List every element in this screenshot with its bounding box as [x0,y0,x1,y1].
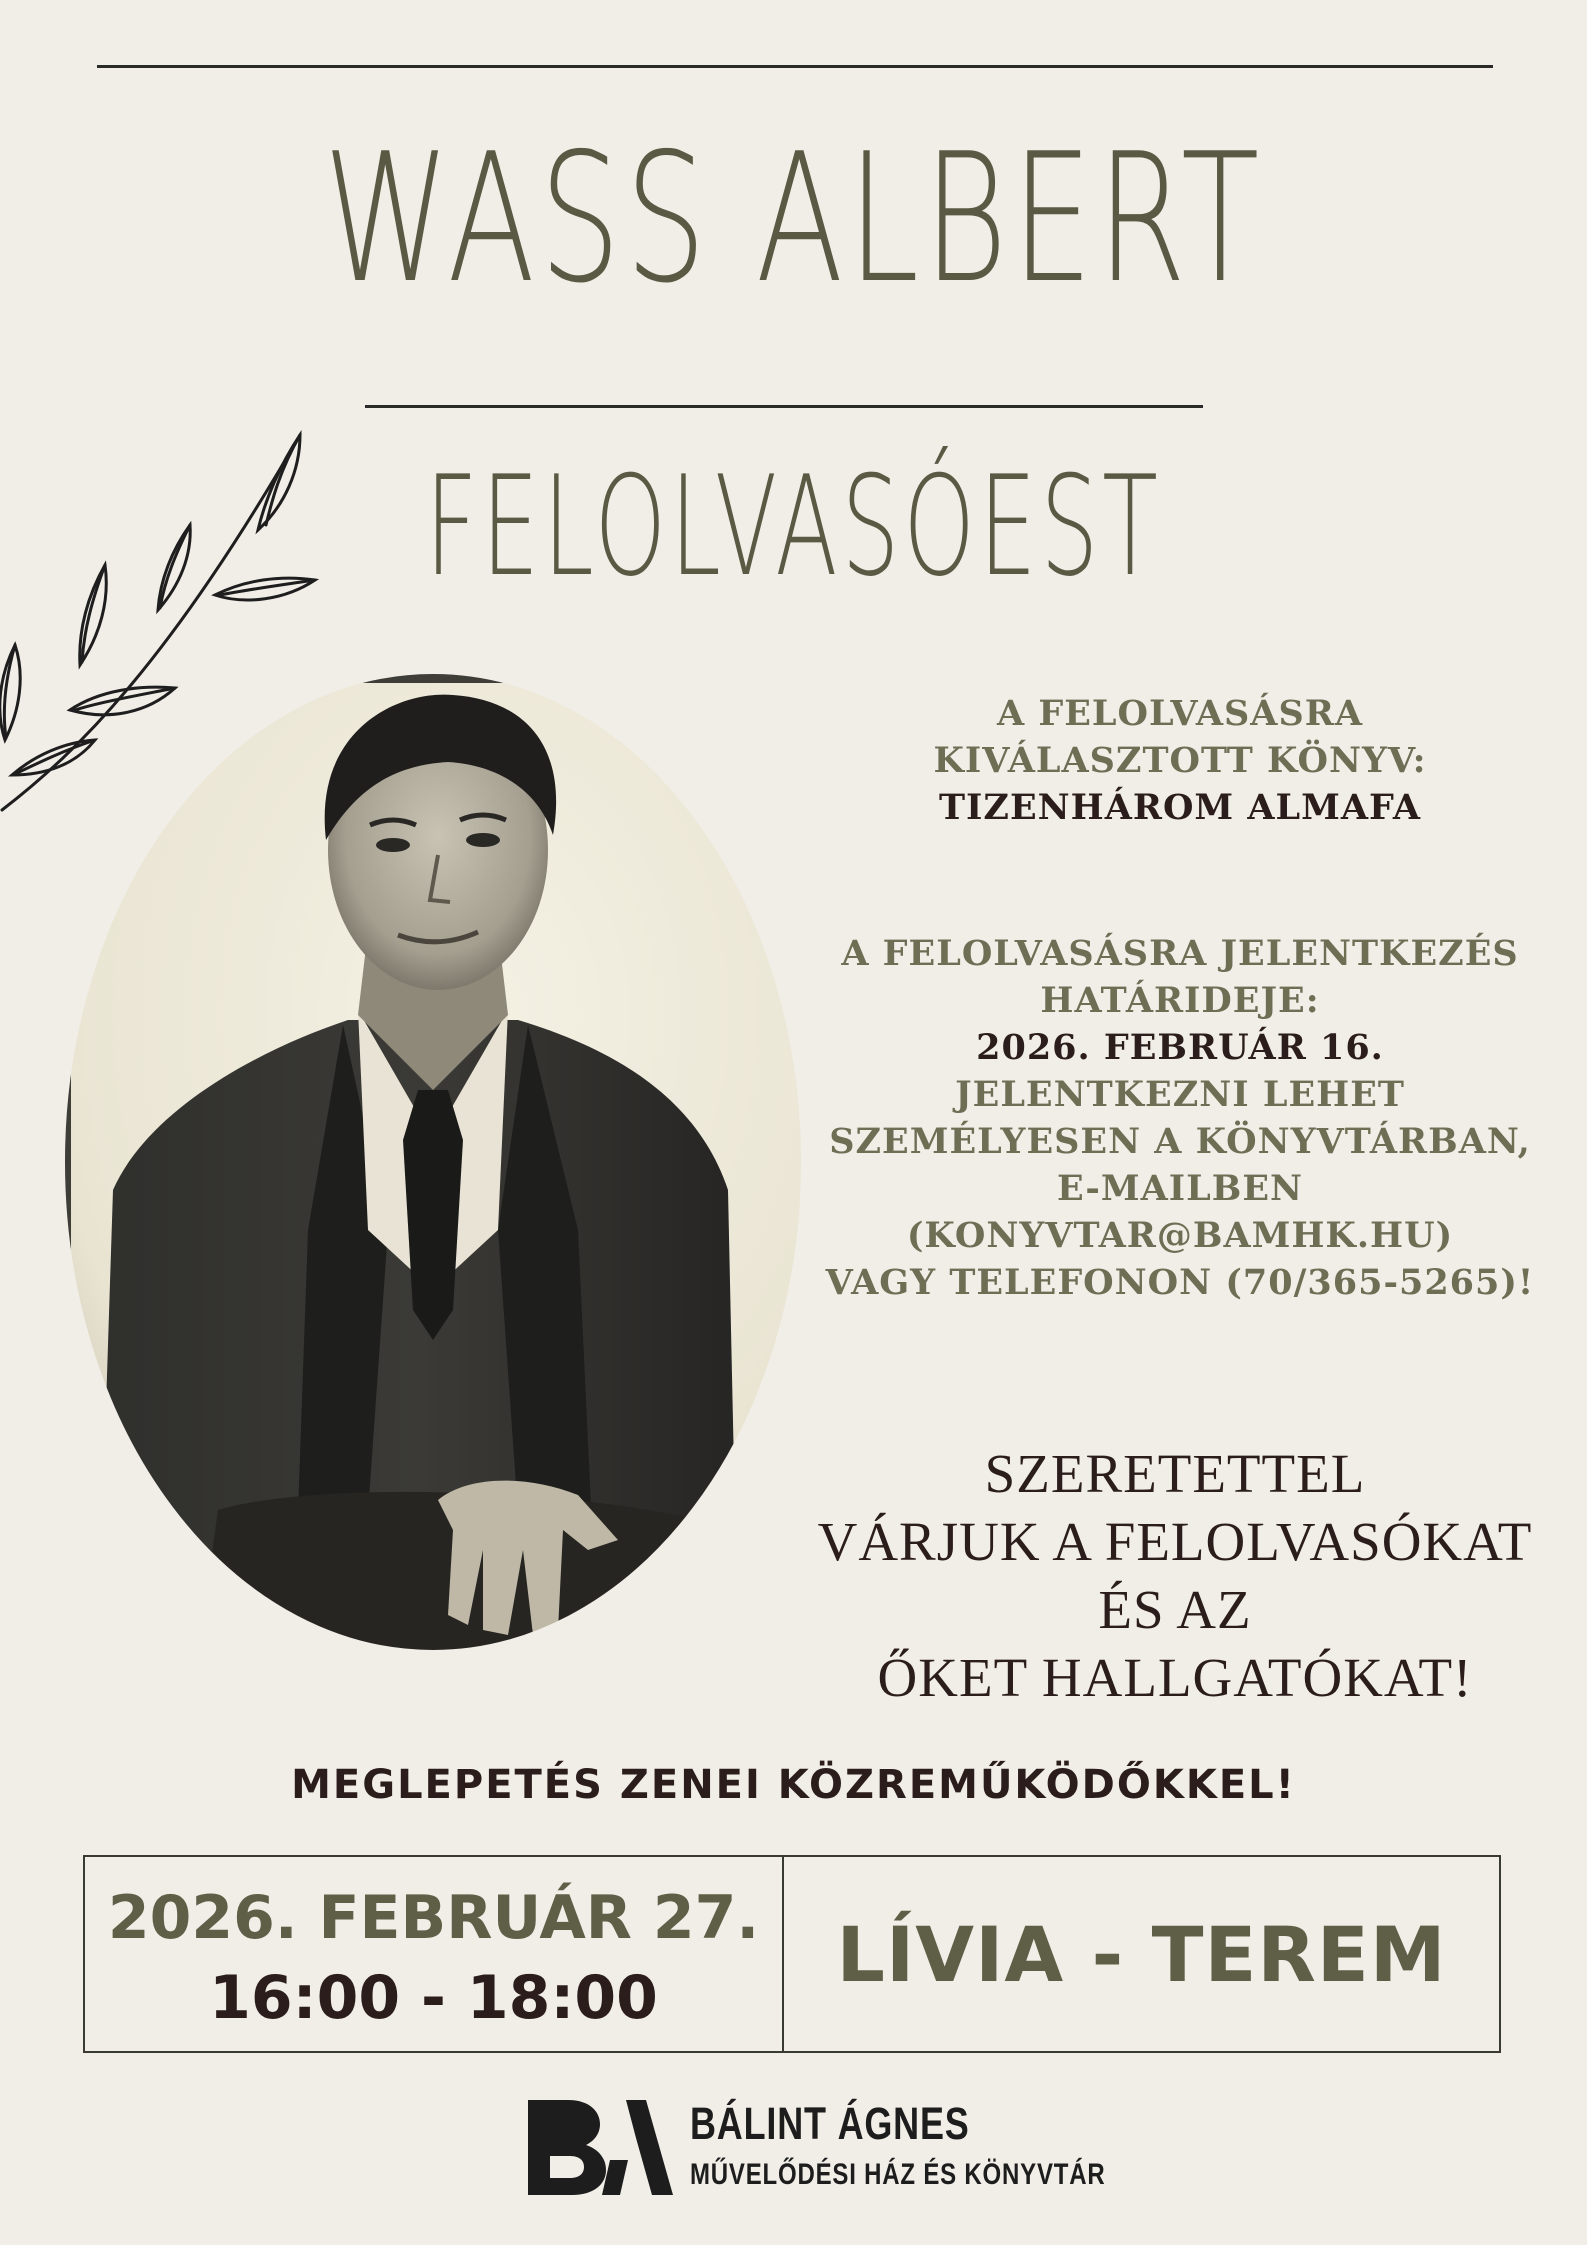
welcome-line: VÁRJUK A FELOLVASÓKAT [817,1511,1533,1572]
page-title: WASS ALBERT [323,115,1264,322]
portrait-image [58,670,814,1654]
surprise-note: MEGLEPETÉS ZENEI KÖZREMŰKÖDŐKKEL! [291,1762,1296,1808]
contact-phone: VAGY TELEFONON (70/365-5265)! [825,1262,1535,1303]
book-title: TIZENHÁROM ALMAFA [939,787,1421,828]
contact-email: (KONYVTAR@BAMHK.HU) [906,1215,1454,1256]
institution-subtitle: MŰVELŐDÉSI HÁZ ÉS KÖNYVTÁR [690,2158,1106,2191]
title-divider [365,405,1203,408]
event-date: 2026. FEBRUÁR 27. [107,1883,760,1953]
welcome-line: ÉS AZ [1098,1579,1252,1640]
institution-name: BÁLINT ÁGNES [690,2098,970,2149]
welcome-message [780,1440,1570,1712]
book-info [830,690,1530,831]
deadline-date: 2026. FEBRUÁR 16. [976,1027,1384,1068]
registration-info [800,930,1560,1306]
registration-line: SZEMÉLYESEN A KÖNYVTÁRBAN, [829,1121,1531,1162]
registration-line: HATÁRIDEJE: [1040,980,1320,1021]
registration-line: E-MAILBEN [1057,1168,1303,1209]
page-subtitle: FELOLVASÓEST [425,446,1162,607]
book-info-line: A FELOLVASÁSRA [997,693,1363,734]
book-info-line: KIVÁLASZTOTT KÖNYV: [933,740,1427,781]
welcome-line: ŐKET HALLGATÓKAT! [877,1647,1473,1708]
event-venue: LÍVIA - TEREM [836,1909,1447,1999]
event-time: 16:00 - 18:00 [209,1963,658,2033]
registration-line: A FELOLVASÁSRA JELENTKEZÉS [841,933,1519,974]
welcome-line: SZERETETTEL [984,1443,1366,1504]
institution-logo-icon [528,2100,673,2195]
event-datetime [85,1878,782,2038]
registration-line: JELENTKEZNI LEHET [955,1074,1405,1115]
top-divider [97,65,1493,68]
